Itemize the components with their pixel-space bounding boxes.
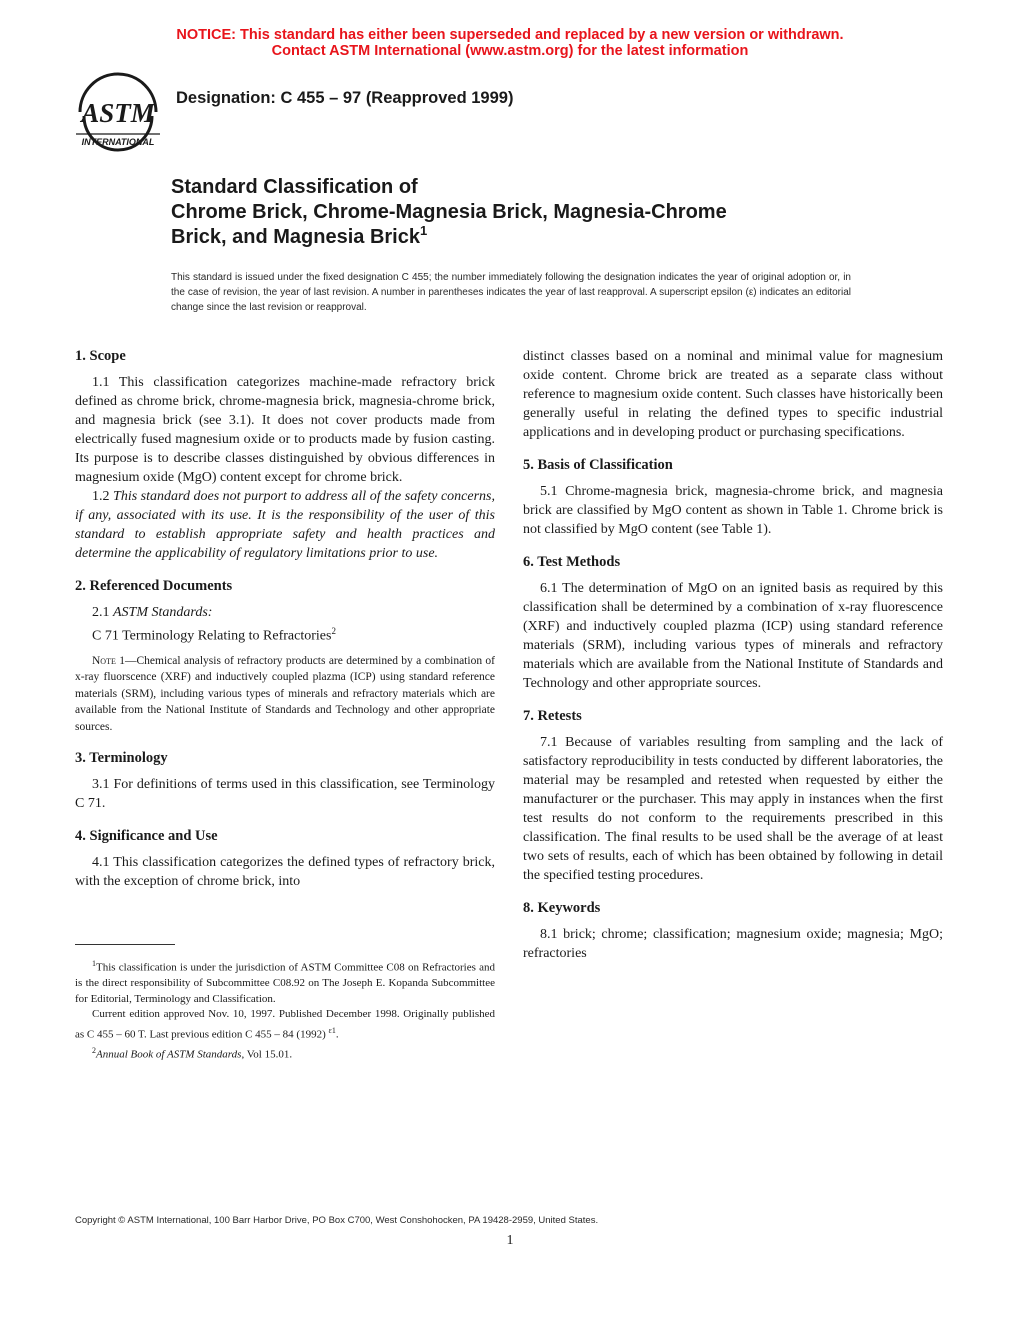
- title-footnote-mark: 1: [419, 223, 428, 238]
- footnotes: [75, 956, 495, 1063]
- document-title: [171, 175, 871, 250]
- left-column: [75, 347, 495, 891]
- significance-paragraph-1-continued: distinct classes based on a nominal and minimal value for magnesium oxide content. Chrome brick are treated as a separate class without reference to magnesium oxide content. Such classes have historically been generally useful in relating the defined types to specific industrial applications and in developing product or purchasing specifications.: [523, 349, 943, 440]
- section-heading-referenced: 2. Referenced Documents: [75, 578, 233, 594]
- footnote-1: $^1$This classification is under the jurisdiction of ASTM Committee C08 on Refractories and is the direct responsibility of Subcommittee C08.92 on The Joseph E. Kopanda Subcommittee for Editorial, Terminology and Classification.: [75, 959, 495, 1005]
- copyright-notice: Copyright © ASTM International, 100 Barr Harbor Drive, PO Box C700, West Conshohocken, PA 19428-2959, United States.: [75, 1215, 599, 1226]
- footnote-divider: [75, 944, 175, 945]
- right-column: [523, 347, 943, 963]
- section-heading-test-methods: 6. Test Methods: [523, 554, 621, 570]
- section-heading-basis: 5. Basis of Classification: [523, 457, 673, 473]
- referenced-paragraph-1: 2.1 ASTM Standards:: [92, 605, 213, 620]
- preface-note: This standard is issued under the fixed designation C 455; the number immediately following the designation indicates the year of original adoption or, in the case of revision, the year of last revision. A number in parentheses indicates the year of last reapproval. A superscript epsilon (ε) indicates an editorial change since the last revision or reapproval.: [171, 272, 851, 313]
- note-1: Note 1—Chemical analysis of refractory products are determined by a combination of x-ray fluorscence (XRF) and inductively coupled plazma (ICP) using standard reference materials (SRM), including various types of minerals and refractory materials which are available from the National Institute of Standards and Technology and other appropriate sources.: [75, 654, 496, 733]
- keywords-paragraph-1: 8.1 brick; chrome; classification; magnesium oxide; magnesia; MgO; refractories: [523, 927, 943, 961]
- astm-logo-icon: [72, 72, 164, 154]
- title-line-2: Chrome Brick, Chrome-Magnesia Brick, Magnesia-Chrome: [171, 201, 727, 223]
- section-heading-retests: 7. Retests: [523, 708, 582, 724]
- basis-paragraph-1: 5.1 Chrome-magnesia brick, magnesia-chrome brick, and magnesia brick are classified by MgO content as shown in Table 1. Chrome brick is not classified by MgO content (see Table 1).: [523, 484, 943, 537]
- section-heading-significance: 4. Significance and Use: [75, 828, 218, 845]
- logo-text: ASTM: [81, 98, 155, 128]
- section-heading-keywords: 8. Keywords: [523, 900, 601, 916]
- footnote-1-edition: Current edition approved Nov. 10, 1997. Published December 1998. Originally published as C 455 – 60 T. Last previous edition C 455 – 84 (1992) $^{\varepsilon 1}$.: [75, 1008, 495, 1041]
- designation: Designation: C 455 – 97 (Reapproved 1999): [176, 89, 514, 107]
- notice-line-2: Contact ASTM International (www.astm.org) for the latest information: [271, 43, 749, 59]
- notice-line-1: NOTICE: This standard has either been superseded and replaced by a new version or withdrawn.: [176, 27, 844, 43]
- referenced-paragraph-2: C 71 Terminology Relating to Refractories$^2$: [92, 626, 336, 644]
- significance-paragraph-1: 4.1 This classification categorizes the defined types of refractory brick, with the exception of chrome brick, into: [75, 855, 495, 890]
- test-methods-paragraph-1: 6.1 The determination of MgO on an ignited basis as required by this classification shall be determined by a combination of x-ray fluorescence (XRF) and inductively coupled plazma (ICP) using standard reference materials (SRM), including various types of minerals and refractory materials which are available from the National Institute of Standards and Technology and other appropriate sources.: [523, 581, 943, 691]
- supersession-notice: [0, 27, 1020, 59]
- scope-paragraph-2: 1.2 This standard does not purport to address all of the safety concerns, if any, associated with its use. It is the responsibility of the user of this standard to establish appropriate safety and health practices and determine the applicability of regulatory limitations prior to use.: [75, 489, 495, 561]
- retests-paragraph-1: 7.1 Because of variables resulting from sampling and the lack of satisfactory reproducibility in tests conducted by different laboratories, the material may be resampled and retested when requested by either the manufacturer or the purchaser. This may apply in instances when the first test results do not conform to the requirements prescribed in this classification. The final results to be used shall be the average of at least two sets of results, each of which has been obtained by following in detail the specified testing procedures.: [523, 735, 943, 883]
- terminology-paragraph-1: 3.1 For definitions of terms used in this classification, see Terminology C 71.: [75, 777, 495, 812]
- section-heading-terminology: 3. Terminology: [75, 750, 168, 767]
- title-line-3: Brick, and Magnesia Brick$^1$: [171, 223, 428, 248]
- footnote-2: $^2$Annual Book of ASTM Standards, Vol 15.01.: [92, 1045, 293, 1061]
- page-number: 1: [506, 1233, 514, 1248]
- logo-subtext: INTERNATIONAL: [81, 137, 155, 147]
- scope-paragraph-1: 1.1 This classification categorizes machine-made refractory brick defined as chrome brick, chrome-magnesia brick, magnesia-chrome brick, and magnesia brick (see 3.1). It does not cover products made from electrically fused magnesium oxide or to products made by fusion casting. Its purpose is to describe classes distinguished by obvious differences in magnesium oxide (MgO) content except for chrome brick.: [75, 375, 495, 485]
- title-line-1: Standard Classification of: [171, 176, 418, 198]
- section-heading-scope: 1. Scope: [75, 348, 126, 364]
